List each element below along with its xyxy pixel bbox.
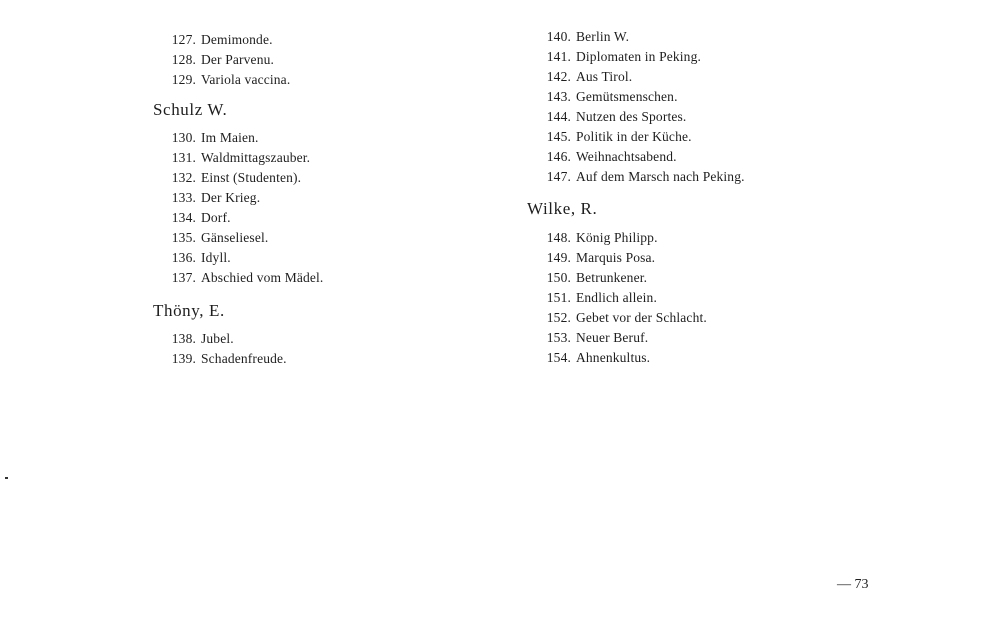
entry-title: Im Maien. [201,130,259,145]
entry-number: 147. [546,169,571,184]
entry-title: Der Krieg. [201,190,261,205]
entry-number: 152. [546,310,571,325]
entry-number: 138. [171,331,196,346]
author-heading: Wilke, R. [527,199,598,218]
entry-title: Der Parvenu. [201,52,275,67]
entry-number: 132. [171,170,196,185]
entry-title: Abschied vom Mädel. [201,270,324,285]
entry-title: Marquis Posa. [576,250,656,265]
entry-number: 153. [546,330,571,345]
entry-title: Berlin W. [576,29,630,44]
entry-number: 133. [171,190,196,205]
entry-number: 143. [546,89,571,104]
entry-number: 128. [171,52,196,67]
entry-title: Betrunkener. [576,270,648,285]
entry-number: 149. [546,250,571,265]
entry-title: Gänseliesel. [201,230,269,245]
author-heading: Thöny, E. [153,301,225,320]
entry-title: Idyll. [201,250,231,265]
entry-number: 148. [546,230,571,245]
entry-title: Auf dem Marsch nach Peking. [576,169,745,184]
entry-title: Waldmittagszauber. [201,150,311,165]
entry-number: 150. [546,270,571,285]
entry-title: Politik in der Küche. [576,129,692,144]
entry-title: Neuer Beruf. [576,330,649,345]
author-heading: Schulz W. [153,100,228,119]
entry-title: Schadenfreude. [201,351,287,366]
entry-number: 140. [546,29,571,44]
entry-number: 130. [171,130,196,145]
entry-number: 129. [171,72,196,87]
entry-number: 131. [171,150,196,165]
entry-title: Gemütsmenschen. [576,89,678,104]
entry-title: Dorf. [201,210,231,225]
entry-number: 135. [171,230,196,245]
entry-number: 146. [546,149,571,164]
entry-title: Nutzen des Sportes. [576,109,687,124]
entry-number: 142. [546,69,571,84]
entry-number: 154. [546,350,571,365]
entry-title: Demimonde. [201,32,273,47]
entry-number: 141. [546,49,571,64]
entry-number: 136. [171,250,196,265]
entry-title: Einst (Studenten). [201,170,302,185]
entry-number: 137. [171,270,196,285]
entry-title: Endlich allein. [576,290,657,305]
entry-title: König Philipp. [576,230,658,245]
scan-speck [5,477,8,479]
entry-number: 139. [171,351,196,366]
entry-title: Ahnenkultus. [576,350,651,365]
entry-number: 144. [546,109,571,124]
entry-title: Jubel. [201,331,234,346]
entry-number: 145. [546,129,571,144]
entry-title: Diplomaten in Peking. [576,49,702,64]
entry-title: Weihnachtsabend. [576,149,677,164]
entry-number: 127. [171,32,196,47]
entry-title: Variola vaccina. [201,72,291,87]
entry-number: 134. [171,210,196,225]
entry-title: Aus Tirol. [576,69,633,84]
entry-title: Gebet vor der Schlacht. [576,310,707,325]
entry-number: 151. [546,290,571,305]
page-number: — 73 [837,577,869,592]
